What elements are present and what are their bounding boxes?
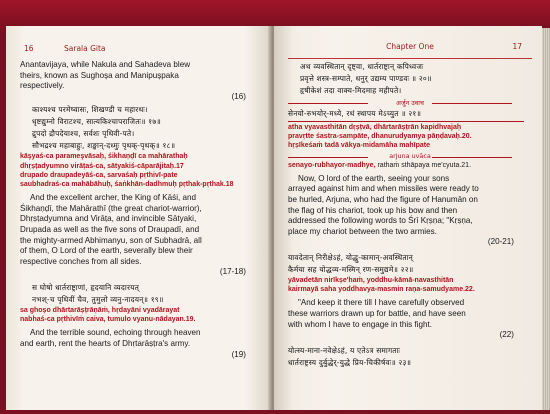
running-title: Sarala Gita <box>64 44 106 53</box>
translation-paragraph: And the excellent archer, the King of Kāśi, and Śikhaṇḍī, the Mahārathī (the great chariot-warrior), Dhṛṣṭadyumna and Virāṭa, and invincible Sātyaki, Drupada as well as the five sons of Draupadī, and the mighty-armed Abhimanyu, son of Subhadrā, all of them, O Lord of the earth, severally blew their respective conches from all sides. (17-18) <box>20 193 246 277</box>
page-number: 17 <box>512 42 522 51</box>
verse-devanagari: योत्स्य-माना-नवेक्षेऽहं, य एतेऽत्र समागताः धार्तराष्ट्रस्य दुर्बुद्धेर्-युद्धे प्रिय-चिकीर्षवः॥ २३॥ <box>288 345 412 367</box>
verse-transliteration: atha vyavasthitān dṛṣṭvā, dhārtarāṣṭrān kapidhvajaḥ pravṛtte śastra-sampāte, dhanurudyamya pāṇḍavaḥ.20. hṛṣīkeśaṁ tadā vākya-midamāha mahīpate <box>288 124 472 150</box>
verse-devanagari: यावदेतान् निरीक्षेऽहं, योद्धु-कामान्-अवस्थितान् कैर्मया सह योद्धव्य-मस्मिन् रण-समुद्यमे॥ २२॥ <box>288 252 414 274</box>
right-page <box>274 26 542 410</box>
divider <box>288 121 524 122</box>
translation-paragraph: "And keep it there till I have carefully observed these warriors drawn up for battle, and have seen with whom I have to engage in this fight. (22) <box>288 298 514 340</box>
verse-devanagari: सेनयो-रुभयोर्-मध्ये, रथं स्थापय मेऽच्युत ॥ २१॥ <box>288 109 422 118</box>
verse-transliteration: senayo-rubhayor-madhye, rathaṁ sthāpaya me'cyuta.21. <box>288 161 472 169</box>
speaker-heading-transliteration: arjuna uvāca <box>288 152 532 160</box>
verse-transliteration: yāvadetān nirīkṣe'haṁ, yoddhu-kāmā-navasthitān kairmayā saha yoddhavya-masmin raṇa-samudyame.22. <box>288 276 475 294</box>
left-page <box>6 26 272 410</box>
book-cover <box>0 0 550 28</box>
verse-transliteration: kāşyaś-ca parameşvāsaḥ, śikhaṇḍī ca mahārathaḥ dhṛṣṭadyumno virāṭaś-ca, sātyakiś-cāparājitaḥ.17 drupado draupadeyāś-ca, sarvaśaḥ pṛthivī-pate saubhadraś-ca mahābāhuḥ, śaṅkhān-dadhmuḥ pṛthak-pṛthak.18 <box>20 153 234 188</box>
page-edges <box>542 28 550 410</box>
left-page-header <box>24 44 254 60</box>
right-page-header <box>288 42 532 59</box>
verse-devanagari: स घोषो धार्तराष्ट्राणां, हृदयानि व्यदारयत् नभश्-च पृथिवीं चैव, तुमुलो व्यनु-नादयन्॥ १९॥ <box>32 282 164 304</box>
page-number: 16 <box>24 44 34 53</box>
intro-paragraph: Anantavijaya, while Nakula and Sahadeva blew theirs, known as Sughoșa and Manipușpaka respectively. (16) <box>20 60 246 101</box>
verse-transliteration: sa ghoșo dhārtarāṣṭrāṇāṁ, hṛdayāni vyadārayat nabhaś-ca pṛthivīṁ caiva, tumulo vyanu-nādayan.19. <box>20 306 196 324</box>
translation-paragraph: And the terrible sound, echoing through heaven and earth, rent the hearts of Dhṛtarāṣṭra's army. (19) <box>20 328 246 359</box>
chapter-title: Chapter One <box>386 42 434 51</box>
translation-paragraph: Now, O lord of the earth, seeing your sons arrayed against him and when missiles were ready to be hurled, Arjuna, who had the figure of Hanumān on the flag of his chariot, took up his bow and then addressed the following words to Śrī Kṛṣṇa; "Kṛṣṇa, place my chariot between the two armies. (20-21) <box>288 173 514 247</box>
speaker-heading: अर्जुन उवाच <box>288 98 532 107</box>
verse-devanagari: अथ व्यवस्थितान् दृष्ट्वा, धार्तराष्ट्रान् कपिध्वजः प्रवृत्ते शस्त्र-सम्पाते, धनुर् उद्यम्य पाण्डवः ॥ २०॥ हृषीकेशं तदा वाक्य-मिदमाह महीपते। <box>300 62 432 95</box>
verse-devanagari: काश्यश्च परमेष्वासः, शिखण्डी च महारथः। धृष्टद्युम्नो विराटश्च, सात्यकिश्चापराजितः॥ १७॥ द्रुपदो द्रौपदेयाश्च, सर्वशः पृथिवी-पते। सौभद्रश्च महाबाहुः, शङ्खान्-दध्मुः पृथक्-पृथक्॥ १८॥ <box>32 105 176 151</box>
